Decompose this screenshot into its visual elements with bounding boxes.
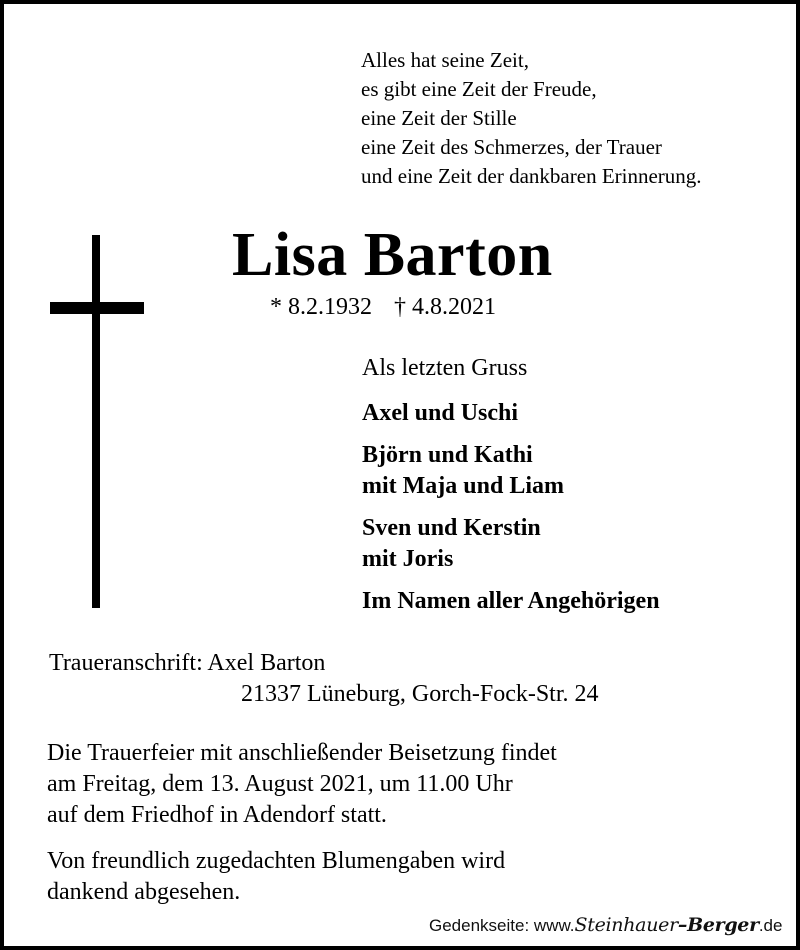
deceased-name: Lisa Barton (232, 221, 553, 289)
poem-line: und eine Zeit der dankbaren Erinnerung. (361, 164, 702, 188)
mourner-line: Sven und Kerstin (362, 515, 541, 541)
mourner-line: Axel und Uschi (362, 400, 519, 426)
poem-line: es gibt eine Zeit der Freude, (361, 77, 597, 101)
death-date: † 4.8.2021 (394, 294, 496, 320)
footer-tld: .de (758, 916, 783, 935)
birth-date: * 8.2.1932 (270, 294, 372, 320)
mourner-group (362, 586, 660, 617)
mourner-line: Björn und Kathi (362, 442, 533, 468)
mourner-group (362, 398, 660, 429)
mourner-line: mit Maja und Liam (362, 473, 565, 499)
brand-logo-dash: – (677, 914, 688, 936)
mourner-line: Im Namen aller Angehörigen (362, 588, 660, 614)
address-line: Traueranschrift: Axel Barton (49, 650, 326, 676)
mourners-list (362, 398, 660, 628)
poem-line: eine Zeit der Stille (361, 106, 517, 130)
poem (361, 46, 702, 191)
memorial-page-link[interactable] (429, 911, 782, 940)
mourner-group (362, 513, 660, 575)
brand-logo-part: Berger (687, 914, 759, 936)
flowers-line: Von freundlich zugedachten Blumengaben wird (47, 848, 506, 874)
ceremony-info (47, 738, 557, 831)
ceremony-line: am Freitag, dem 13. August 2021, um 11.00 Uhr (47, 771, 513, 797)
cross-icon-bar (50, 302, 144, 314)
greeting: Als letzten Gruss (362, 355, 528, 381)
ceremony-line: Die Trauerfeier mit anschließender Beisetzung findet (47, 740, 557, 766)
mourner-group (362, 440, 660, 502)
flowers-line: dankend abgesehen. (47, 879, 241, 905)
life-dates (270, 291, 496, 323)
poem-line: eine Zeit des Schmerzes, der Trauer (361, 135, 662, 159)
poem-line: Alles hat seine Zeit, (361, 48, 529, 72)
address-line: 21337 Lüneburg, Gorch-Fock-Str. 24 (241, 681, 599, 707)
cross-icon (92, 235, 100, 608)
brand-logo-part: Steinhauer (574, 914, 678, 936)
flowers-note (47, 846, 505, 908)
mourner-line: mit Joris (362, 546, 454, 572)
mourning-address (49, 648, 599, 710)
footer-label: Gedenkseite: www. (429, 916, 575, 935)
ceremony-line: auf dem Friedhof in Adendorf statt. (47, 802, 387, 828)
